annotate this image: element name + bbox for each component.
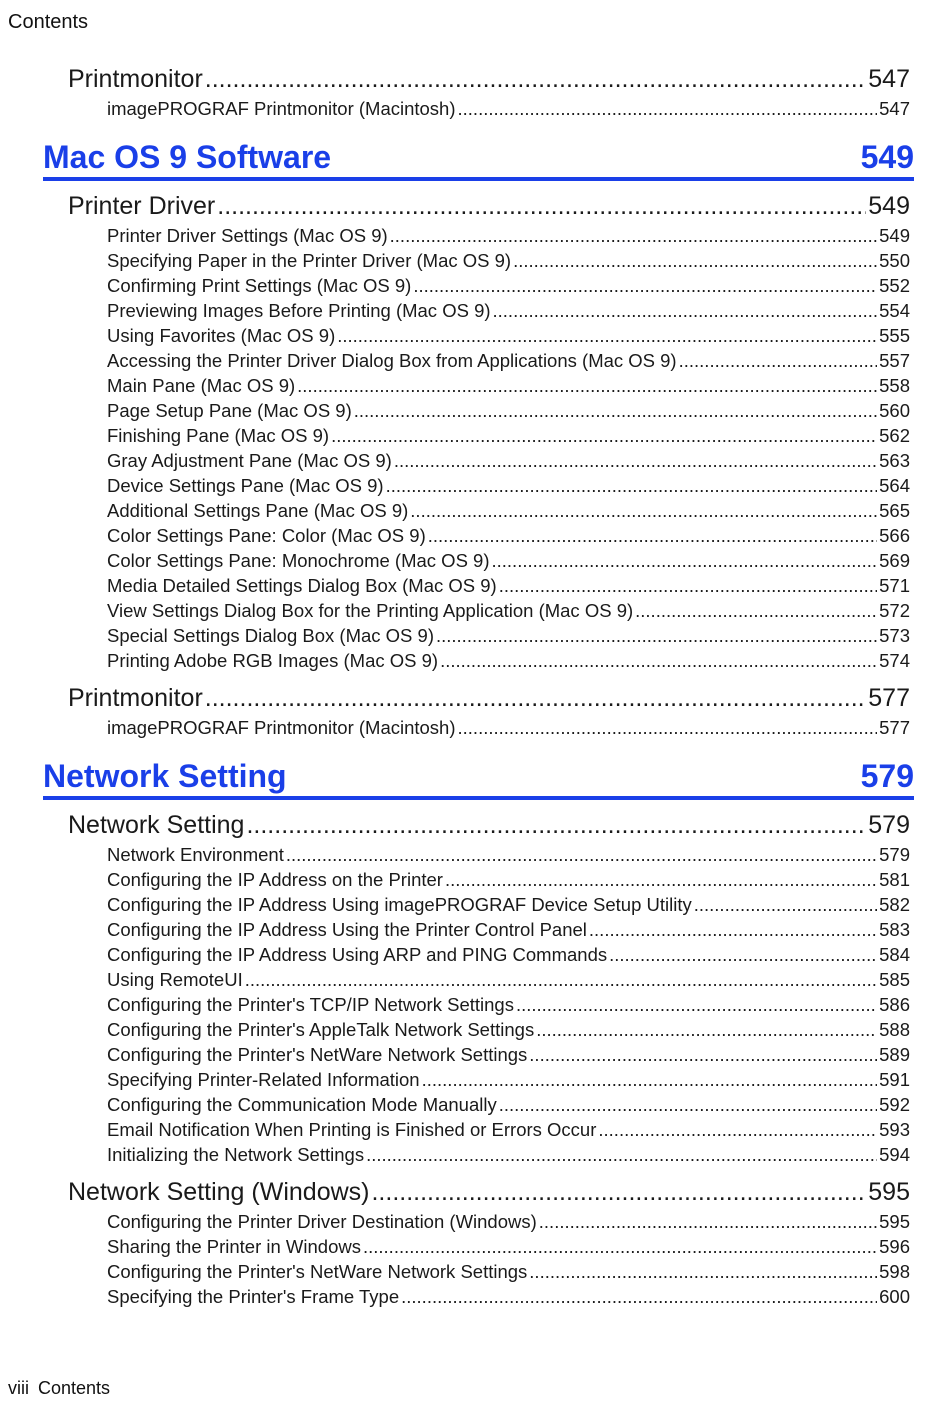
entry-page-number: 594 [879, 1144, 910, 1165]
toc-entry[interactable] [107, 917, 910, 942]
entry-page-number: 552 [879, 275, 910, 296]
table-of-contents [0, 62, 950, 1309]
entry-page-number: 592 [879, 1094, 910, 1115]
entry-page-number: 582 [879, 894, 910, 915]
entry-title: Media Detailed Settings Dialog Box (Mac OS 9) [107, 575, 497, 596]
toc-entry[interactable] [107, 448, 910, 473]
chapter-heading[interactable] [43, 756, 914, 800]
entry-page-number: 565 [879, 500, 910, 521]
toc-entry[interactable] [107, 273, 910, 298]
entry-title: Color Settings Pane: Color (Mac OS 9) [107, 525, 426, 546]
toc-entry[interactable] [107, 715, 910, 740]
section-link[interactable] [68, 1175, 910, 1209]
entry-title: Printer Driver Settings (Mac OS 9) [107, 225, 388, 246]
dot-leader [458, 715, 878, 740]
entry-title: Email Notification When Printing is Finished or Errors Occur [107, 1119, 597, 1140]
toc-entry[interactable] [107, 298, 910, 323]
entry-page-number: 585 [879, 969, 910, 990]
entry-title: imagePROGRAF Printmonitor (Macintosh) [107, 98, 456, 119]
entry-title: Specifying Printer-Related Information [107, 1069, 420, 1090]
dot-leader [445, 867, 877, 892]
entry-title: View Settings Dialog Box for the Printing Application (Mac OS 9) [107, 600, 634, 621]
toc-entry[interactable] [107, 1234, 910, 1259]
dot-leader [410, 498, 877, 523]
entry-title: Gray Adjustment Pane (Mac OS 9) [107, 450, 392, 471]
entry-title: Configuring the IP Address Using the Printer Control Panel [107, 919, 587, 940]
toc-entry[interactable] [107, 892, 910, 917]
section-title: Network Setting [68, 811, 245, 839]
toc-entry[interactable] [107, 623, 910, 648]
dot-leader [390, 223, 877, 248]
dot-leader [440, 648, 877, 673]
entry-title: Configuring the Printer's TCP/IP Network Settings [107, 994, 514, 1015]
toc-entry[interactable] [107, 1284, 910, 1309]
section-title: Printmonitor [68, 684, 203, 712]
toc-entry[interactable] [107, 942, 910, 967]
entry-page-number: 581 [879, 869, 910, 890]
entry-title: Configuring the IP Address Using imagePROGRAF Device Setup Utility [107, 894, 692, 915]
dot-leader [609, 942, 877, 967]
section-title: Printer Driver [68, 192, 216, 220]
entry-title: Configuring the Printer Driver Destination (Windows) [107, 1211, 537, 1232]
entry-page-number: 584 [879, 944, 910, 965]
dot-leader [516, 992, 877, 1017]
entry-page-number: 600 [879, 1286, 910, 1307]
dot-leader [679, 348, 878, 373]
footer-label: Contents [38, 1378, 111, 1398]
section-title: Printmonitor [68, 65, 203, 93]
dot-leader [422, 1067, 878, 1092]
dot-leader [598, 1117, 877, 1142]
dot-leader [492, 548, 878, 573]
section-title: Network Setting (Windows) [68, 1178, 370, 1206]
dot-leader [536, 1017, 877, 1042]
entry-page-number: 557 [879, 350, 910, 371]
chapter-page-number: 549 [860, 138, 914, 175]
entry-page-number: 547 [879, 98, 910, 119]
section-link[interactable] [68, 808, 910, 842]
toc-entry[interactable] [107, 96, 910, 121]
entry-page-number: 598 [879, 1261, 910, 1282]
entry-title: Additional Settings Pane (Mac OS 9) [107, 500, 409, 521]
toc-entry[interactable] [107, 1142, 910, 1167]
toc-entry[interactable] [107, 842, 910, 867]
toc-entry[interactable] [107, 1117, 910, 1142]
running-header: Contents [8, 11, 89, 33]
dot-leader [245, 967, 877, 992]
dot-leader [499, 573, 877, 598]
entry-page-number: 573 [879, 625, 910, 646]
entry-title: Color Settings Pane: Monochrome (Mac OS 9) [107, 550, 490, 571]
toc-entry[interactable] [107, 348, 910, 373]
dot-leader [297, 373, 877, 398]
toc-entry[interactable] [107, 1092, 910, 1117]
dot-leader [539, 1209, 877, 1234]
toc-entry[interactable] [107, 573, 910, 598]
entry-page-number: 564 [879, 475, 910, 496]
dot-leader [499, 1092, 877, 1117]
toc-entry[interactable] [107, 373, 910, 398]
entry-title: Printing Adobe RGB Images (Mac OS 9) [107, 650, 439, 671]
dot-leader [394, 448, 877, 473]
entry-page-number: 555 [879, 325, 910, 346]
dot-leader [529, 1259, 877, 1284]
toc-entry[interactable] [107, 967, 910, 992]
dot-leader [246, 808, 866, 842]
entry-title: Configuring the IP Address on the Printer [107, 869, 443, 890]
section-link[interactable] [68, 189, 910, 223]
section-page-number: 547 [868, 65, 910, 93]
toc-entry[interactable] [107, 398, 910, 423]
dot-leader [366, 1142, 877, 1167]
entry-title: Initializing the Network Settings [107, 1144, 365, 1165]
entry-title: imagePROGRAF Printmonitor (Macintosh) [107, 717, 456, 738]
entry-page-number: 589 [879, 1044, 910, 1065]
entry-title: Page Setup Pane (Mac OS 9) [107, 400, 352, 421]
toc-entry[interactable] [107, 523, 910, 548]
toc-entry[interactable] [107, 323, 910, 348]
entry-page-number: 586 [879, 994, 910, 1015]
entry-title: Configuring the Printer's NetWare Network Settings [107, 1044, 528, 1065]
dot-leader [458, 96, 878, 121]
toc-entry[interactable] [107, 1042, 910, 1067]
entry-page-number: 569 [879, 550, 910, 571]
dot-leader [635, 598, 877, 623]
dot-leader [386, 473, 878, 498]
toc-entry[interactable] [107, 992, 910, 1017]
dot-leader [217, 189, 866, 223]
dot-leader [493, 298, 878, 323]
entry-title: Configuring the Printer's NetWare Network Settings [107, 1261, 528, 1282]
chapter-heading[interactable] [43, 137, 914, 181]
entry-page-number: 560 [879, 400, 910, 421]
toc-entry[interactable] [107, 867, 910, 892]
entry-title: Sharing the Printer in Windows [107, 1236, 361, 1257]
entry-title: Configuring the IP Address Using ARP and PING Commands [107, 944, 608, 965]
entry-title: Using Favorites (Mac OS 9) [107, 325, 336, 346]
section-page-number: 595 [868, 1178, 910, 1206]
entry-page-number: 562 [879, 425, 910, 446]
dot-leader [371, 1175, 866, 1209]
entry-page-number: 596 [879, 1236, 910, 1257]
entry-title: Main Pane (Mac OS 9) [107, 375, 296, 396]
entry-page-number: 577 [879, 717, 910, 738]
page-footer [8, 1378, 110, 1399]
dot-leader [401, 1284, 877, 1309]
entry-title: Device Settings Pane (Mac OS 9) [107, 475, 384, 496]
dot-leader [205, 681, 867, 715]
entry-title: Specifying the Printer's Frame Type [107, 1286, 400, 1307]
entry-page-number: 563 [879, 450, 910, 471]
entry-page-number: 566 [879, 525, 910, 546]
entry-title: Using RemoteUI [107, 969, 243, 990]
toc-entry[interactable] [107, 648, 910, 673]
entry-page-number: 554 [879, 300, 910, 321]
entry-title: Network Environment [107, 844, 284, 865]
entry-title: Configuring the Printer's AppleTalk Network Settings [107, 1019, 535, 1040]
toc-entry[interactable] [107, 223, 910, 248]
toc-entry[interactable] [107, 423, 910, 448]
entry-title: Specifying Paper in the Printer Driver (Mac OS 9) [107, 250, 512, 271]
dot-leader [428, 523, 877, 548]
dot-leader [436, 623, 877, 648]
section-page-number: 579 [868, 811, 910, 839]
section-page-number: 549 [868, 192, 910, 220]
entry-page-number: 593 [879, 1119, 910, 1140]
dot-leader [354, 398, 877, 423]
toc-entry[interactable] [107, 473, 910, 498]
entry-page-number: 571 [879, 575, 910, 596]
dot-leader [363, 1234, 877, 1259]
entry-title: Configuring the Communication Mode Manually [107, 1094, 497, 1115]
entry-page-number: 579 [879, 844, 910, 865]
toc-entry[interactable] [107, 1259, 910, 1284]
dot-leader [694, 892, 877, 917]
dot-leader [337, 323, 877, 348]
entry-page-number: 550 [879, 250, 910, 271]
toc-entry[interactable] [107, 1067, 910, 1092]
dot-leader [589, 917, 877, 942]
footer-page-number: viii [8, 1378, 29, 1398]
entry-page-number: 595 [879, 1211, 910, 1232]
dot-leader [413, 273, 877, 298]
section-link[interactable] [68, 681, 910, 715]
toc-entry[interactable] [107, 1017, 910, 1042]
entry-title: Previewing Images Before Printing (Mac OS 9) [107, 300, 491, 321]
entry-page-number: 549 [879, 225, 910, 246]
dot-leader [331, 423, 877, 448]
dot-leader [286, 842, 877, 867]
entry-title: Special Settings Dialog Box (Mac OS 9) [107, 625, 434, 646]
toc-entry[interactable] [107, 598, 910, 623]
dot-leader [529, 1042, 877, 1067]
entry-page-number: 591 [879, 1069, 910, 1090]
toc-entry[interactable] [107, 1209, 910, 1234]
entry-page-number: 558 [879, 375, 910, 396]
dot-leader [205, 62, 867, 96]
chapter-page-number: 579 [860, 757, 914, 794]
toc-entry[interactable] [107, 548, 910, 573]
chapter-title: Mac OS 9 Software [43, 138, 332, 175]
entry-page-number: 583 [879, 919, 910, 940]
chapter-title: Network Setting [43, 757, 287, 794]
entry-page-number: 574 [879, 650, 910, 671]
entry-page-number: 572 [879, 600, 910, 621]
dot-leader [513, 248, 877, 273]
toc-entry[interactable] [107, 248, 910, 273]
section-page-number: 577 [868, 684, 910, 712]
section-link[interactable] [68, 62, 910, 96]
toc-entry[interactable] [107, 498, 910, 523]
entry-page-number: 588 [879, 1019, 910, 1040]
entry-title: Confirming Print Settings (Mac OS 9) [107, 275, 412, 296]
entry-title: Accessing the Printer Driver Dialog Box from Applications (Mac OS 9) [107, 350, 677, 371]
entry-title: Finishing Pane (Mac OS 9) [107, 425, 330, 446]
